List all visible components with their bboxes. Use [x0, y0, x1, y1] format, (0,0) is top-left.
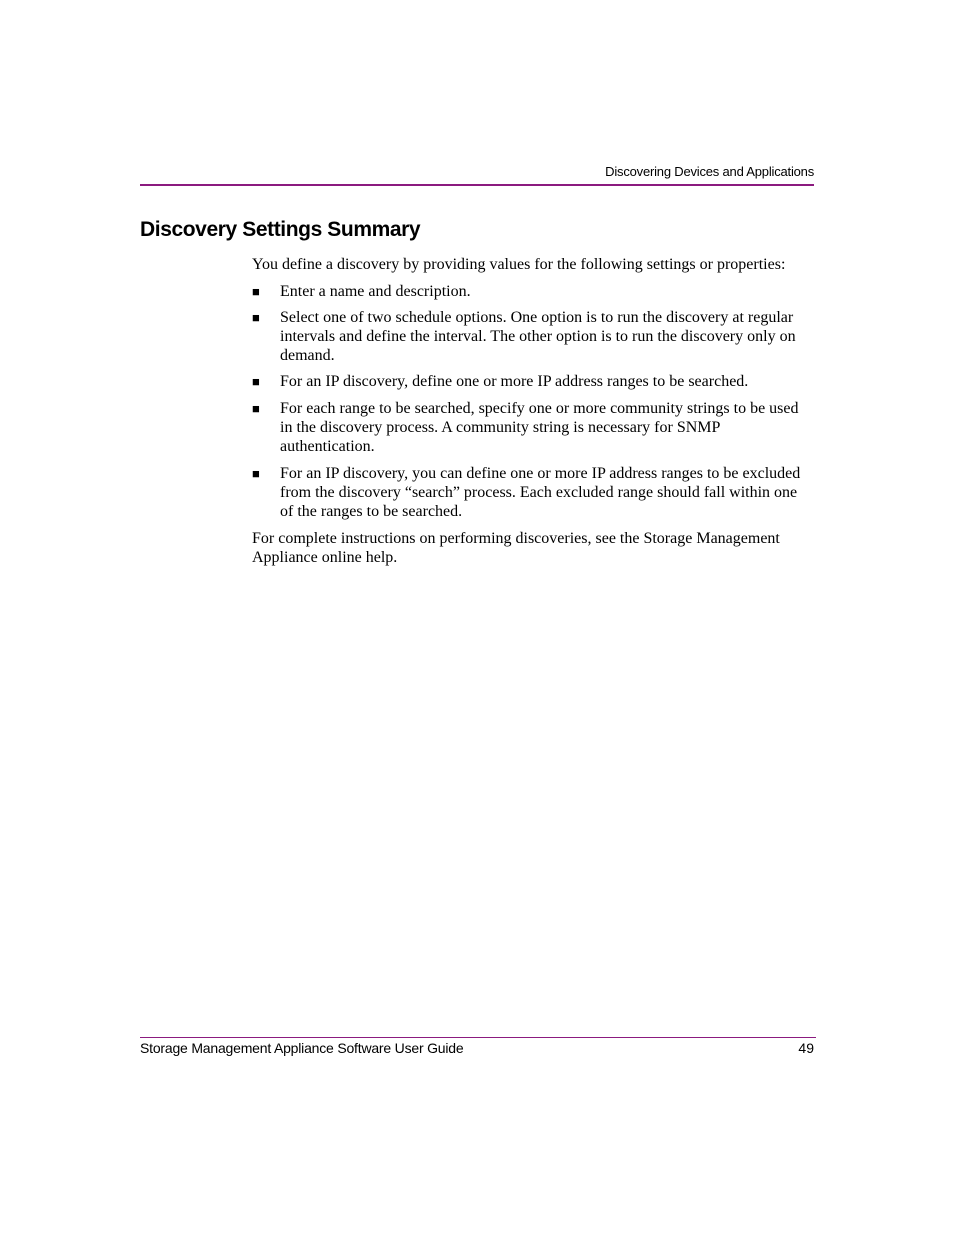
list-item: [252, 282, 807, 301]
list-item: [252, 372, 807, 391]
intro-paragraph: You define a discovery by providing values for the following settings or properties:: [252, 256, 786, 273]
list-item: [252, 464, 807, 521]
page-number: 49: [798, 1040, 814, 1056]
list-item: [252, 399, 807, 456]
header-rule: [140, 184, 814, 186]
closing-paragraph: For complete instructions on performing discoveries, see the Storage Management Appliance online help.: [252, 530, 780, 566]
square-bullet-icon: ■: [252, 466, 260, 481]
settings-list: [252, 282, 807, 521]
square-bullet-icon: ■: [252, 374, 260, 389]
list-item: [252, 308, 807, 365]
section-body: [252, 255, 807, 567]
square-bullet-icon: ■: [252, 284, 260, 299]
section-title: Discovery Settings Summary: [140, 218, 421, 241]
list-item-text: For an IP discovery, define one or more IP address ranges to be searched.: [280, 373, 749, 390]
list-item-text: For an IP discovery, you can define one or more IP address ranges to be excluded from the discovery “search” process. Each excluded range should fall within one of the ranges to be searched.: [280, 465, 801, 520]
square-bullet-icon: ■: [252, 401, 260, 416]
list-item-text: For each range to be searched, specify one or more community strings to be used in the discovery process. A community string is necessary for SNMP authentication.: [280, 400, 799, 455]
footer-rule: [140, 1037, 816, 1038]
list-item-text: Enter a name and description.: [280, 283, 471, 300]
running-header: Discovering Devices and Applications: [605, 164, 814, 179]
square-bullet-icon: ■: [252, 310, 260, 325]
list-item-text: Select one of two schedule options. One option is to run the discovery at regular intervals and define the interval. The other option is to run the discovery only on demand.: [280, 309, 796, 364]
footer-guide-title: Storage Management Appliance Software User Guide: [140, 1040, 464, 1056]
